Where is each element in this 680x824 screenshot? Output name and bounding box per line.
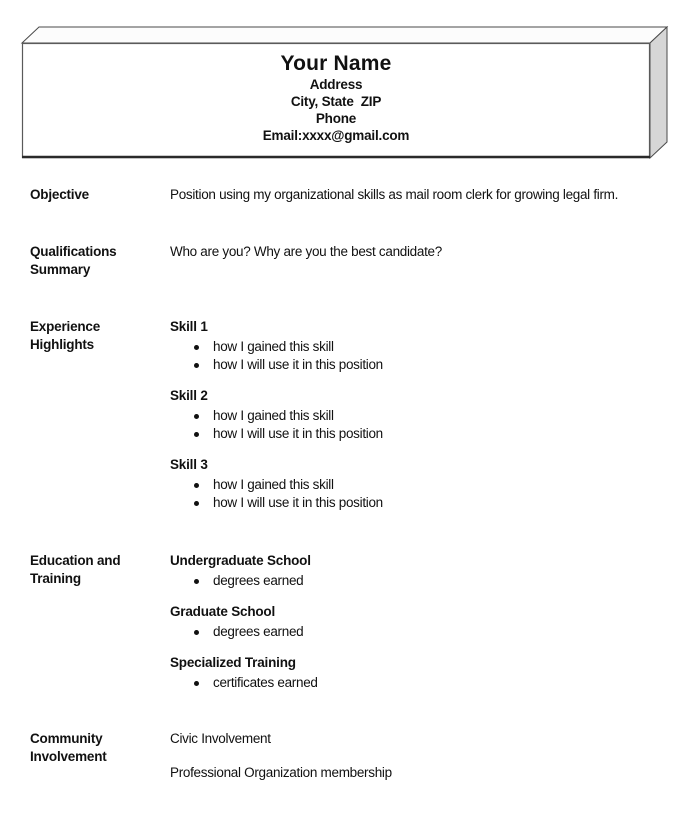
bullet-list	[170, 572, 662, 590]
bullet-list	[170, 623, 662, 641]
section-label: Experience Highlights	[30, 319, 101, 352]
section-label: Community Involvement	[30, 731, 107, 764]
bullet-item	[194, 407, 662, 425]
bullet-list	[170, 338, 662, 374]
section-label: Education and Training	[30, 553, 121, 586]
bullet-icon	[194, 432, 199, 437]
bullet-text: how I will use it in this position	[213, 357, 383, 372]
paragraph: Who are you? Why are you the best candidate?	[170, 244, 442, 259]
bullet-item	[194, 494, 662, 512]
phone-line: Phone	[315, 111, 357, 126]
section-content	[170, 318, 662, 512]
bullet-item	[194, 674, 662, 692]
section-community-involvement	[30, 730, 662, 782]
education-heading: Graduate School	[170, 604, 276, 619]
name-heading: Your Name	[280, 52, 392, 75]
section-experience-highlights	[30, 318, 662, 512]
bullet-icon	[194, 501, 199, 506]
bullet-text: how I gained this skill	[213, 408, 334, 423]
paragraph: Position using my organizational skills as mail room clerk for growing legal firm.	[170, 187, 619, 202]
section-label: Objective	[30, 187, 89, 202]
bullet-text: how I gained this skill	[213, 477, 334, 492]
skill-group	[170, 387, 662, 443]
box-right-face	[650, 27, 667, 158]
bullet-item	[194, 476, 662, 494]
city-state-zip-line: City, State ZIP	[290, 94, 382, 109]
resume-body	[0, 186, 680, 782]
bullet-list	[170, 407, 662, 443]
education-group	[170, 603, 662, 641]
section-education-training	[30, 552, 662, 692]
bullet-item	[194, 425, 662, 443]
skill-heading: Skill 3	[170, 457, 208, 472]
bullet-item	[194, 356, 662, 374]
skill-heading: Skill 1	[170, 319, 208, 334]
address-line: Address	[309, 77, 363, 92]
bullet-item	[194, 572, 662, 590]
bullet-icon	[194, 363, 199, 368]
paragraph: Professional Organization membership	[170, 765, 392, 780]
skill-group	[170, 456, 662, 512]
education-heading: Undergraduate School	[170, 553, 311, 568]
bullet-text: how I will use it in this position	[213, 426, 383, 441]
bullet-icon	[194, 345, 199, 350]
bullet-list	[170, 476, 662, 512]
section-objective	[30, 186, 662, 204]
bullet-text: how I will use it in this position	[213, 495, 383, 510]
paragraph: Civic Involvement	[170, 731, 271, 746]
section-qualifications-summary	[30, 243, 662, 279]
bullet-list	[170, 674, 662, 692]
section-content	[170, 730, 662, 782]
header-box	[0, 0, 680, 158]
education-group	[170, 552, 662, 590]
bullet-item	[194, 623, 662, 641]
section-content	[170, 186, 662, 204]
bullet-icon	[194, 414, 199, 419]
section-content	[170, 243, 662, 279]
bullet-text: degrees earned	[213, 573, 304, 588]
education-heading: Specialized Training	[170, 655, 296, 670]
skill-heading: Skill 2	[170, 388, 208, 403]
education-group	[170, 654, 662, 692]
skill-group	[170, 318, 662, 374]
bullet-icon	[194, 681, 199, 686]
bullet-icon	[194, 630, 199, 635]
bullet-text: certificates earned	[213, 675, 318, 690]
bullet-text: how I gained this skill	[213, 339, 334, 354]
email-line: Email:xxxx@gmail.com	[262, 128, 410, 143]
bullet-item	[194, 338, 662, 356]
box-top-face	[22, 27, 667, 43]
bullet-icon	[194, 579, 199, 584]
bullet-icon	[194, 483, 199, 488]
bullet-text: degrees earned	[213, 624, 304, 639]
section-label: Qualifications Summary	[30, 244, 117, 277]
contact-block	[22, 43, 650, 158]
section-content	[170, 552, 662, 692]
